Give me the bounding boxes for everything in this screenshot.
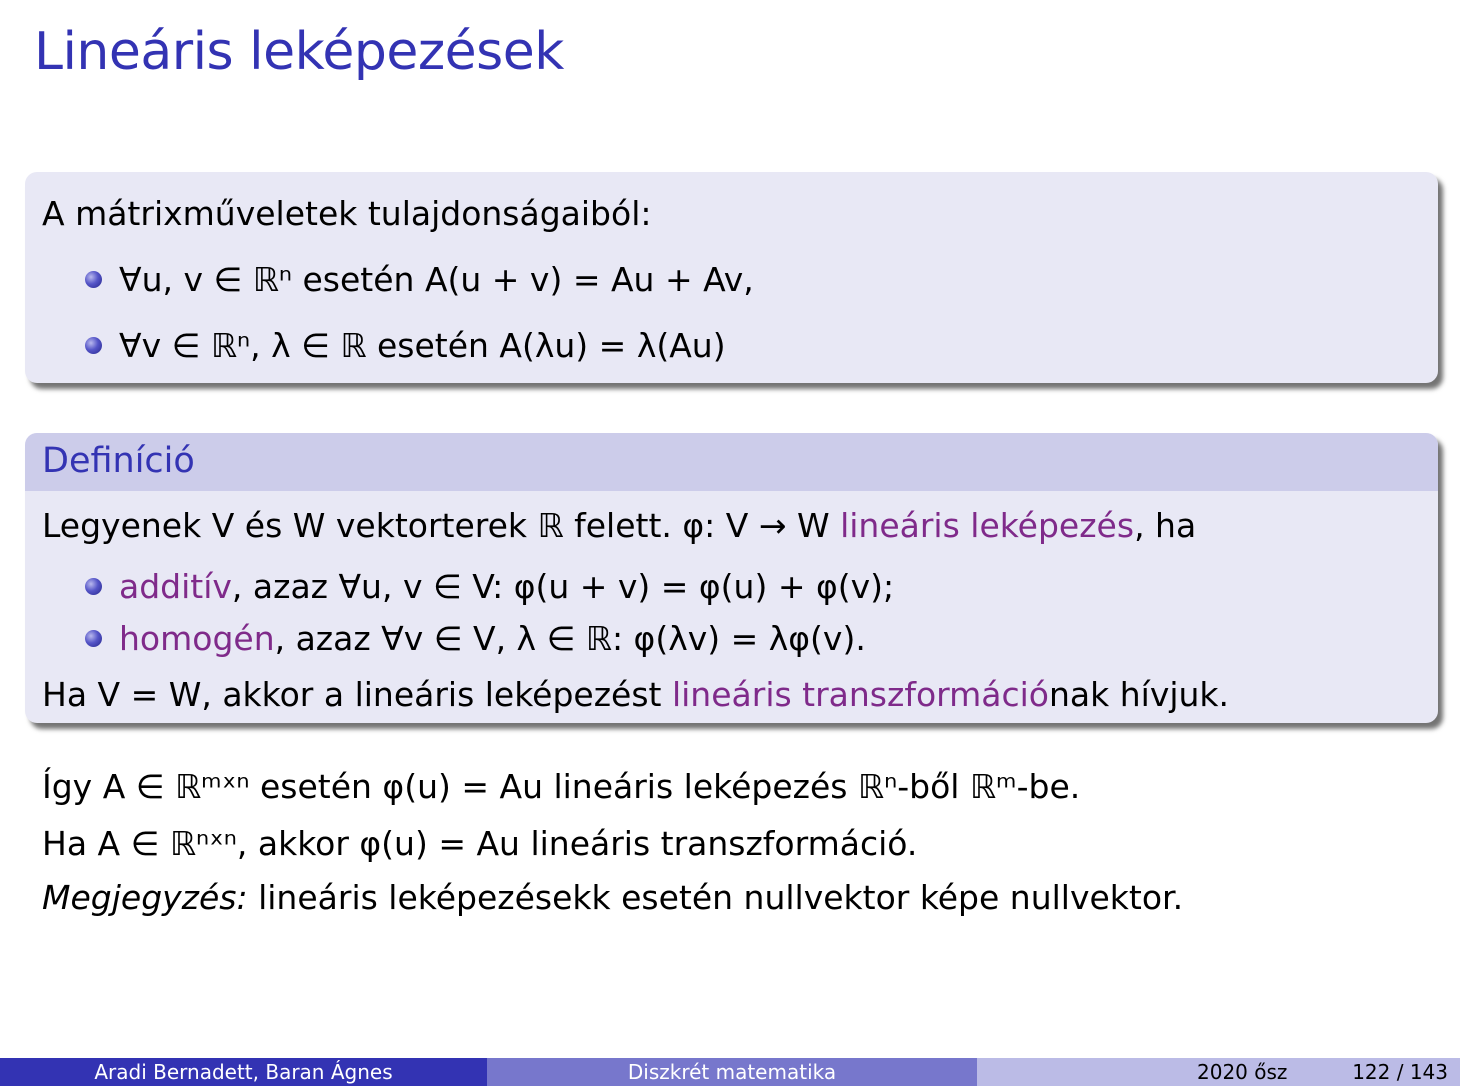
properties-lead: A mátrixműveletek tulajdonságaiból: [42, 194, 652, 233]
note-label: Megjegyzés: [42, 878, 248, 917]
additive-term: additív [119, 567, 232, 606]
footer-page-number: 122 / 143 [1352, 1060, 1448, 1084]
additive-text: , azaz ∀u, v ∈ V: φ(u + v) = φ(u) + φ(v); [231, 567, 895, 606]
property-item [85, 326, 726, 365]
footer-course: Diszkrét matematika [487, 1058, 977, 1086]
footer-date: 2020 ősz [1197, 1060, 1288, 1084]
definition-tail-text: Ha V = W, akkor a lineáris leképezést [42, 675, 672, 714]
definition-tail [42, 675, 1229, 714]
definition-header-label: Definíció [42, 441, 195, 481]
homogeneous-text: , azaz ∀v ∈ V, λ ∈ ℝ: φ(λv) = λφ(v). [274, 619, 866, 658]
definition-lead-end: , ha [1134, 506, 1197, 545]
remark-line-3 [42, 878, 1183, 917]
property-text: ∀v ∈ ℝⁿ, λ ∈ ℝ esetén A(λu) = λ(Au) [119, 326, 726, 365]
definition-lead-text: Legyenek V és W vektorterek ℝ felett. φ: V → W [42, 506, 841, 545]
definition-lead [42, 506, 1196, 545]
footer-info [977, 1058, 1460, 1086]
definition-item [85, 619, 866, 658]
definition-item [85, 567, 894, 606]
slide-title: Lineáris leképezések [34, 22, 564, 82]
note-text: lineáris leképezésekk esetén nullvektor képe nullvektor. [247, 878, 1184, 917]
bullet-icon [85, 271, 102, 288]
definition-term: lineáris leképezés [840, 506, 1135, 545]
definition-header [25, 433, 1438, 491]
slide-footer [0, 1058, 1460, 1086]
bullet-icon [85, 578, 102, 595]
remark-line-2: Ha A ∈ ℝⁿˣⁿ, akkor φ(u) = Au lineáris transzformáció. [42, 824, 918, 863]
bullet-icon [85, 337, 102, 354]
homogeneous-term: homogén [119, 619, 275, 658]
bullet-icon [85, 630, 102, 647]
definition-block [25, 433, 1438, 723]
transformation-term: lineáris transzformáció [671, 675, 1049, 714]
property-text: ∀u, v ∈ ℝⁿ esetén A(u + v) = Au + Av, [119, 260, 754, 299]
remark-line-1: Így A ∈ ℝᵐˣⁿ esetén φ(u) = Au lineáris leképezés ℝⁿ-ből ℝᵐ-be. [42, 767, 1081, 806]
property-item [85, 260, 754, 299]
properties-block [25, 172, 1438, 383]
definition-tail-end: nak hívjuk. [1049, 675, 1230, 714]
footer-authors: Aradi Bernadett, Baran Ágnes [0, 1058, 487, 1086]
